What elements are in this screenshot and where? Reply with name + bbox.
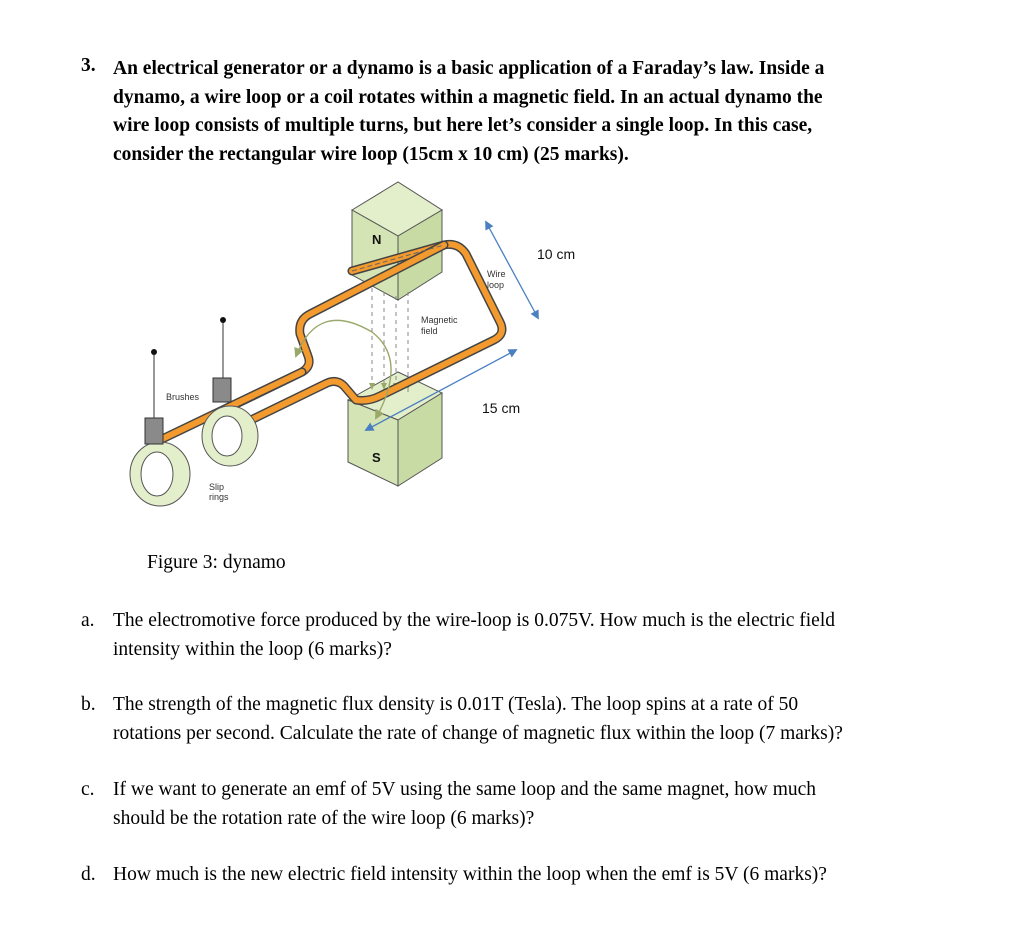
dynamo-figure (120, 180, 620, 520)
subquestion-line: The strength of the magnetic flux density is 0.01T (Tesla). The loop spins at a rate of 50 (113, 694, 799, 715)
subquestion-line: The electromotive force produced by the wire-loop is 0.075V. How much is the electric field (113, 610, 835, 631)
subquestion-line: If we want to generate an emf of 5V using the same loop and the same magnet, how much (113, 779, 817, 800)
magnetic-field-label: Magnetic (421, 315, 458, 325)
question-number: 3. (81, 55, 96, 76)
brushes-label: Brushes (166, 392, 200, 402)
question-line: An electrical generator or a dynamo is a basic application of a Faraday’s law. Inside a (113, 58, 825, 79)
subquestion-line: How much is the new electric field intensity within the loop when the emf is 5V (6 marks)? (113, 864, 827, 885)
subquestion-text (113, 607, 953, 664)
question-line: wire loop consists of multiple turns, but here let’s consider a single loop. In this case, (113, 115, 813, 136)
subquestion-label: c. (81, 779, 95, 800)
question-line: consider the rectangular wire loop (15cm x 10 cm) (25 marks). (113, 143, 629, 165)
subquestion-label: b. (81, 694, 96, 715)
dimension-label-15cm: 15 cm (482, 400, 521, 416)
subquestion-text (113, 776, 953, 833)
question-text (113, 55, 953, 169)
subquestion-line: should be the rotation rate of the wire loop (6 marks)? (113, 807, 535, 829)
magnetic-field-label: field (421, 326, 438, 336)
subquestion-text (113, 861, 953, 890)
wire-loop-label: Wire (487, 269, 506, 279)
south-label: S (372, 450, 381, 465)
subquestion-label: d. (81, 864, 96, 885)
dimension-label-10cm: 10 cm (537, 246, 576, 262)
slip-rings-label: rings (209, 492, 229, 502)
subquestion-line: rotations per second. Calculate the rate of change of magnetic flux within the loop (7 marks)? (113, 722, 843, 744)
subquestion-label: a. (81, 610, 95, 631)
wire-loop (160, 244, 505, 440)
wire-loop-label: loop (487, 280, 505, 290)
subquestion-text (113, 691, 953, 748)
question-line: dynamo, a wire loop or a coil rotates within a magnetic field. In an actual dynamo the (113, 86, 823, 108)
figure-caption: Figure 3: dynamo (147, 552, 286, 573)
subquestion-line: intensity within the loop (6 marks)? (113, 638, 392, 660)
slip-rings-label: Slip (209, 482, 225, 492)
north-label: N (372, 232, 382, 247)
